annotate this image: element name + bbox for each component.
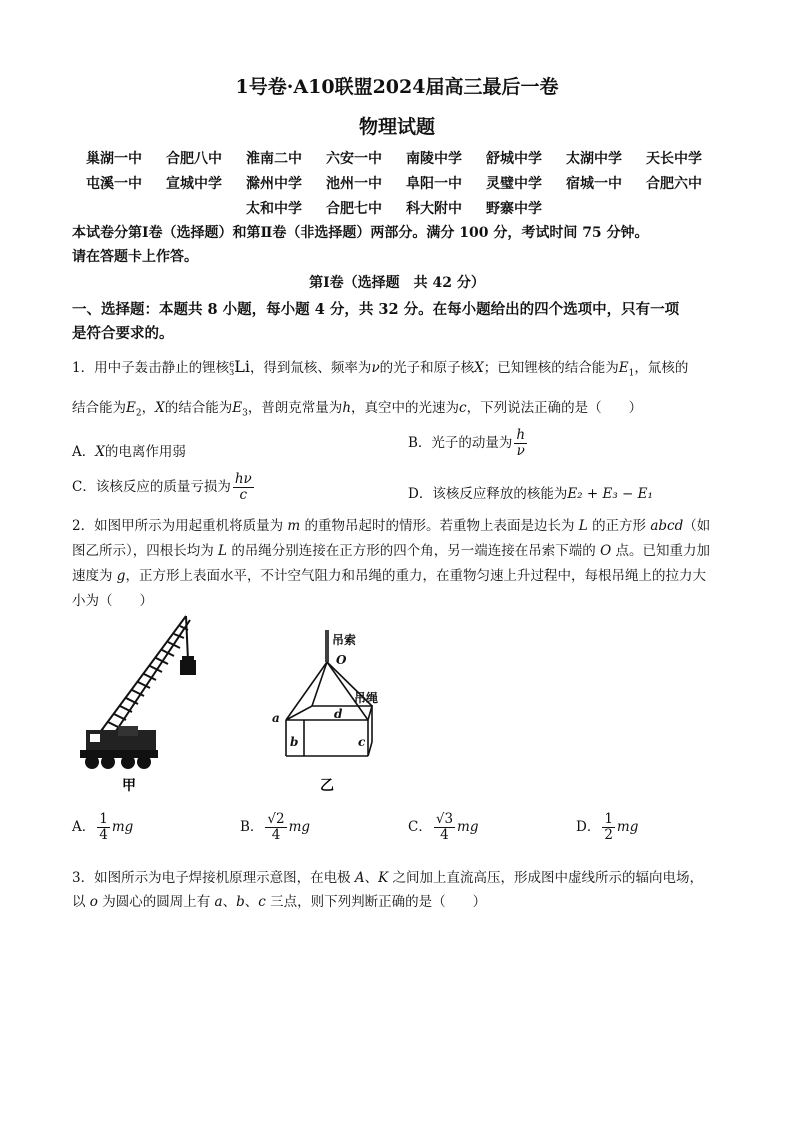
text: 的光子和原子核	[379, 360, 475, 376]
q2-option-d[interactable]	[576, 812, 638, 843]
school-name: 合肥八中	[166, 151, 222, 167]
expression: E₂ + E₃ − E₁	[567, 486, 653, 502]
text: 2．如图甲所示为用起重机将质量为	[72, 518, 284, 534]
numerator: √3	[435, 811, 454, 827]
symbol: b	[236, 894, 245, 910]
denominator: c	[239, 486, 248, 503]
label-a: a	[272, 711, 280, 725]
school-name: 太和中学	[246, 201, 302, 217]
denominator: 4	[99, 826, 108, 843]
school-name: 舒城中学	[486, 151, 542, 167]
q2-stem	[72, 539, 710, 559]
symbol: X	[95, 444, 105, 460]
school-name: 南陵中学	[406, 151, 462, 167]
q2-stem	[72, 514, 710, 534]
part-heading: 第Ⅰ卷（选择题 共 42 分）	[309, 275, 485, 291]
symbol: mg	[111, 818, 134, 835]
text: 、	[364, 870, 379, 886]
school-name: 六安一中	[326, 151, 382, 167]
text: （如	[683, 518, 711, 534]
text: 三点，则下列判断正确的是（ ）	[270, 894, 487, 910]
text: B．	[240, 818, 264, 835]
symbol: mg	[288, 818, 311, 835]
fraction	[233, 472, 254, 503]
school-name: 屯溪一中	[86, 176, 142, 192]
fraction	[434, 812, 455, 843]
denominator: 4	[440, 826, 449, 843]
q1-option-b[interactable]	[408, 428, 529, 459]
q1-option-d[interactable]	[408, 482, 653, 502]
text: B．光子的动量为	[408, 434, 513, 451]
text: 1．用中子轰击静止的锂核	[72, 360, 230, 376]
text: 以	[72, 894, 86, 910]
text: D．该核反应释放的核能为	[408, 486, 568, 502]
text: 的重物吊起时的情形。若重物上表面是边长为	[304, 518, 575, 534]
label-O: O	[336, 653, 347, 667]
text: C．	[408, 818, 432, 835]
q3-stem	[72, 866, 703, 886]
school-name: 阜阳一中	[406, 176, 462, 192]
fraction	[602, 812, 615, 843]
text: ，普朗克常量为	[247, 400, 343, 416]
exam-title: 1号卷·A10联盟2024届高三最后一卷	[235, 76, 559, 98]
text: 之间加上直流高压，形成图中虚线所示的辐向电场，	[392, 870, 704, 886]
text: 的正方形	[592, 518, 647, 534]
q3-stem	[72, 890, 486, 910]
text: 、	[244, 894, 259, 910]
symbol: mg	[457, 818, 479, 835]
label-c: c	[358, 735, 366, 749]
text: 结合能为	[72, 400, 126, 416]
intro-line: 请在答题卡上作答。	[72, 249, 198, 265]
text: ，得到氚核、频率为	[249, 360, 372, 376]
text: 3．如图所示为电子焊接机原理示意图，在电极	[72, 870, 351, 886]
text: D．	[576, 818, 601, 835]
subject-title: 物理试题	[358, 116, 435, 138]
symbol: abcd	[650, 518, 684, 534]
numerator: √2	[267, 811, 285, 827]
text: C．该核反应的质量亏损为	[72, 478, 231, 495]
fraction	[265, 812, 286, 843]
text: 、	[222, 894, 237, 910]
symbol: g	[116, 568, 126, 584]
label-b: b	[290, 735, 299, 749]
numerator: 1	[99, 811, 108, 827]
text: ，真空中的光速为	[351, 400, 460, 416]
q2-stem: 小为（ ）	[72, 593, 153, 609]
section-instructions: 一、选择题：本题共 8 小题，每小题 4 分，共 32 分。在每小题给出的四个选项中，只有一项	[72, 301, 680, 318]
text: 的结合能为	[164, 400, 233, 416]
symbol: c	[459, 400, 467, 416]
symbol: m	[287, 518, 301, 534]
numerator: hν	[234, 471, 252, 487]
symbol: E	[232, 400, 243, 416]
denominator: ν	[516, 442, 525, 459]
text: ，氚核的	[634, 360, 689, 376]
label-sheng: 吊绳	[354, 691, 379, 705]
symbol: E	[126, 400, 136, 416]
q2-option-c[interactable]	[408, 812, 479, 843]
school-name: 宿城一中	[566, 176, 622, 192]
label-d: d	[334, 707, 343, 721]
q2-option-b[interactable]	[240, 812, 310, 843]
symbol: o	[89, 894, 98, 910]
school-name: 合肥六中	[646, 176, 702, 192]
atomic-number: 3	[229, 367, 235, 377]
q2-option-a[interactable]	[72, 812, 133, 843]
subscript: 3	[242, 408, 248, 419]
school-name: 滁州中学	[246, 176, 302, 192]
text: A．	[72, 818, 96, 835]
school-name: 淮南二中	[246, 151, 302, 167]
text: ，下列说法正确的是（ ）	[466, 400, 643, 416]
text: ，正方形上表面水平，不计空气阻力和吊绳的重力，在重物匀速上升过程中，每根吊绳上的拉力大	[125, 568, 706, 584]
fraction	[97, 812, 110, 843]
subscript: 1	[628, 368, 635, 379]
q2-stem	[72, 564, 706, 584]
subscript: 2	[135, 408, 142, 419]
text: 点。已知重力加	[615, 543, 710, 559]
figure-label-yi: 乙	[320, 778, 334, 794]
symbol: mg	[616, 818, 639, 835]
symbol: X	[155, 400, 165, 416]
intro-line: 本试卷分第Ⅰ卷（选择题）和第Ⅱ卷（非选择题）两部分。满分 100 分，考试时间 75 分钟。	[72, 225, 649, 241]
label-suo: 吊索	[332, 633, 357, 647]
denominator: 2	[604, 826, 613, 843]
school-name: 池州一中	[326, 176, 382, 192]
symbol: E	[618, 360, 629, 376]
numerator: 1	[604, 811, 613, 827]
numerator: h	[516, 427, 526, 443]
symbol: L	[218, 543, 228, 559]
school-name: 巢湖一中	[86, 151, 142, 167]
symbol: L	[578, 518, 588, 534]
fraction	[514, 428, 527, 459]
q1-stem	[72, 396, 642, 419]
school-name: 野寨中学	[486, 201, 542, 217]
school-name: 灵璧中学	[486, 176, 542, 192]
denominator: 4	[271, 826, 281, 843]
symbol: ν	[371, 360, 380, 376]
text: A．	[72, 444, 96, 460]
element-symbol: Li	[234, 357, 250, 376]
text: ；已知锂核的结合能为	[483, 360, 619, 376]
q1-option-a[interactable]	[72, 440, 186, 460]
symbol: K	[378, 870, 389, 886]
symbol: O	[600, 543, 612, 559]
school-name: 宣城中学	[166, 176, 222, 192]
text: 的吊绳分别连接在正方形的四个角，另一端连接在吊索下端的	[231, 543, 596, 559]
q1-option-c[interactable]	[72, 472, 256, 503]
text: 为圆心的圆周上有	[102, 894, 211, 910]
school-name: 太湖中学	[566, 151, 622, 167]
mass-number: 6	[229, 359, 235, 369]
school-name: 天长中学	[646, 151, 702, 167]
crane-figure	[78, 610, 208, 795]
symbol: a	[214, 894, 223, 910]
symbol: X	[474, 360, 484, 376]
text: 的电离作用弱	[104, 444, 186, 460]
symbol: h	[342, 400, 352, 416]
box-rope-figure	[270, 628, 400, 798]
school-name: 科大附中	[406, 201, 462, 217]
text: 图乙所示），四根长均为	[72, 543, 214, 559]
text: 速度为	[72, 568, 113, 584]
text: ，	[141, 400, 156, 416]
school-name: 合肥七中	[326, 201, 382, 217]
symbol: A	[354, 870, 365, 886]
q1-stem	[72, 356, 688, 379]
section-instructions: 是符合要求的。	[72, 325, 174, 342]
figure-label-jia: 甲	[122, 778, 136, 794]
symbol: c	[258, 894, 266, 910]
